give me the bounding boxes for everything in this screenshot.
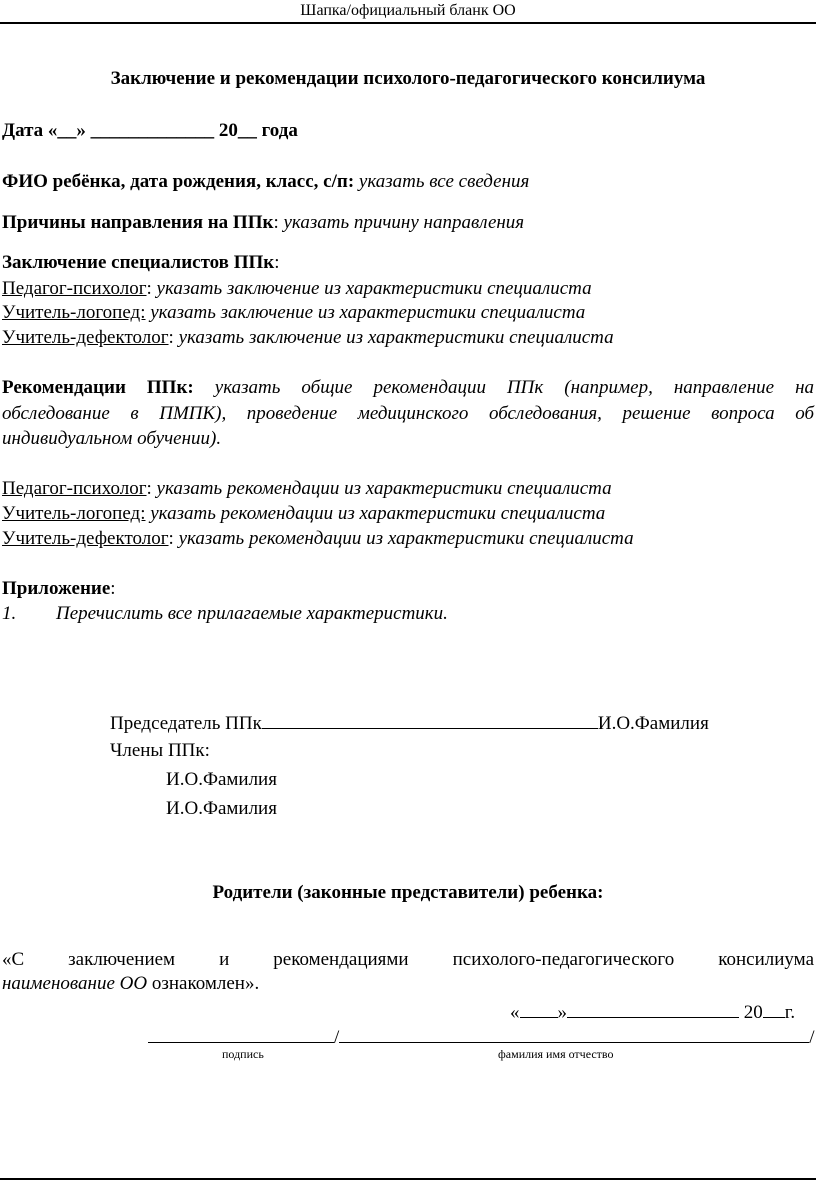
chair-signature-line	[110, 710, 709, 735]
fio-label: ФИО ребёнка, дата рождения, класс, с/п:	[2, 171, 355, 192]
conclusion-speech-therapist	[2, 302, 585, 324]
fio-blank	[339, 1024, 809, 1043]
recommendations-text-2: обследование в ПМПК), проведение медицинского обследования, решение вопроса об	[2, 403, 814, 424]
recommendations-text-1: указать общие рекомендации ППк (например, направление на	[214, 377, 815, 398]
acknowledgement-line-1: «С заключением и рекомендациями психолого-педагогического консилиума	[2, 949, 814, 970]
year-blank	[763, 999, 785, 1018]
conclusion-text: указать заключение из характеристики специалиста	[150, 302, 586, 323]
recommendation-speech-therapist	[2, 503, 605, 525]
specialists-heading	[2, 252, 279, 274]
fio-line	[2, 171, 529, 193]
member-name: И.О.Фамилия	[166, 769, 277, 790]
organization-placeholder: наименование ОО	[2, 973, 148, 994]
recommendations-line-1	[2, 377, 814, 399]
recommendation-psychologist	[2, 478, 612, 500]
appendix-text: Перечислить все прилагаемые характеристики.	[56, 603, 448, 624]
header-rule	[0, 22, 816, 24]
recommendations-line-2	[2, 403, 814, 425]
recommendation-defectologist	[2, 528, 634, 550]
signature-slash-end: /	[809, 1027, 815, 1048]
parents-heading: Родители (законные представители) ребенка:	[212, 882, 604, 903]
role-separator: :	[168, 528, 174, 549]
footer-rule	[0, 1178, 816, 1180]
recommendations-text-3: индивидуальном обучении).	[2, 428, 222, 449]
acknowledgement-line-2	[2, 973, 259, 995]
year-prefix: 20	[743, 1002, 763, 1023]
conclusion-defectologist	[2, 327, 614, 349]
date-line	[2, 120, 298, 142]
year-suffix: г.	[784, 1002, 796, 1023]
role-separator: :	[146, 278, 152, 299]
recommendation-text: указать рекомендации из характеристики специалиста	[178, 528, 634, 549]
recommendation-text: указать рекомендации из характеристики специалиста	[150, 503, 606, 524]
appendix-label: Приложение	[2, 578, 111, 599]
specialists-colon: :	[274, 252, 280, 273]
chair-signature-blank	[262, 710, 598, 729]
appendix-item	[2, 603, 16, 625]
reasons-colon: :	[273, 212, 279, 233]
month-blank	[567, 999, 739, 1018]
reasons-line	[2, 212, 524, 234]
role-label: Педагог-психолог	[2, 278, 147, 299]
date-close-quote: »	[557, 1002, 567, 1023]
recommendation-text: указать рекомендации из характеристики специалиста	[156, 478, 612, 499]
members-label: Члены ППк:	[110, 740, 210, 761]
fio-value: указать все сведения	[358, 171, 530, 192]
appendix-heading	[2, 578, 116, 600]
appendix-item-text	[56, 603, 448, 625]
letterhead-placeholder: Шапка/официальный бланк ОО	[300, 2, 516, 19]
date-open-quote: «	[510, 1002, 520, 1023]
conclusion-text: указать заключение из характеристики специалиста	[178, 327, 614, 348]
signature-blank	[148, 1024, 334, 1043]
role-separator: :	[146, 478, 152, 499]
role-label: Педагог-психолог	[2, 478, 147, 499]
conclusion-text: указать заключение из характеристики специалиста	[156, 278, 592, 299]
reasons-label: Причины направления на ППк	[2, 212, 274, 233]
acknowledgement-date	[510, 999, 795, 1024]
signature-caption: подпись	[222, 1047, 264, 1061]
appendix-number: 1.	[2, 603, 17, 624]
role-label: Учитель-дефектолог	[2, 528, 169, 549]
recommendations-label: Рекомендации ППк:	[2, 377, 194, 398]
role-label: Учитель-дефектолог	[2, 327, 169, 348]
specialists-label: Заключение специалистов ППк	[2, 252, 275, 273]
role-label: Учитель-логопед:	[2, 302, 146, 323]
parent-signature-line	[148, 1024, 815, 1049]
appendix-colon: :	[110, 578, 116, 599]
reasons-value: указать причину направления	[283, 212, 525, 233]
recommendations-line-3	[2, 428, 221, 450]
date-field: Дата «__» _____________ 20__ года	[2, 120, 298, 141]
chair-name: И.О.Фамилия	[597, 713, 709, 734]
document-title: Заключение и рекомендации психолого-педагогического консилиума	[110, 68, 706, 89]
conclusion-psychologist	[2, 278, 592, 300]
chair-label: Председатель ППк	[110, 713, 262, 734]
role-label: Учитель-логопед:	[2, 503, 146, 524]
day-blank	[520, 999, 558, 1018]
fio-caption: фамилия имя отчество	[498, 1047, 614, 1061]
member-name: И.О.Фамилия	[166, 798, 277, 819]
acknowledgement-tail: ознакомлен».	[147, 973, 260, 994]
role-separator: :	[168, 327, 174, 348]
signature-slash: /	[334, 1027, 340, 1048]
